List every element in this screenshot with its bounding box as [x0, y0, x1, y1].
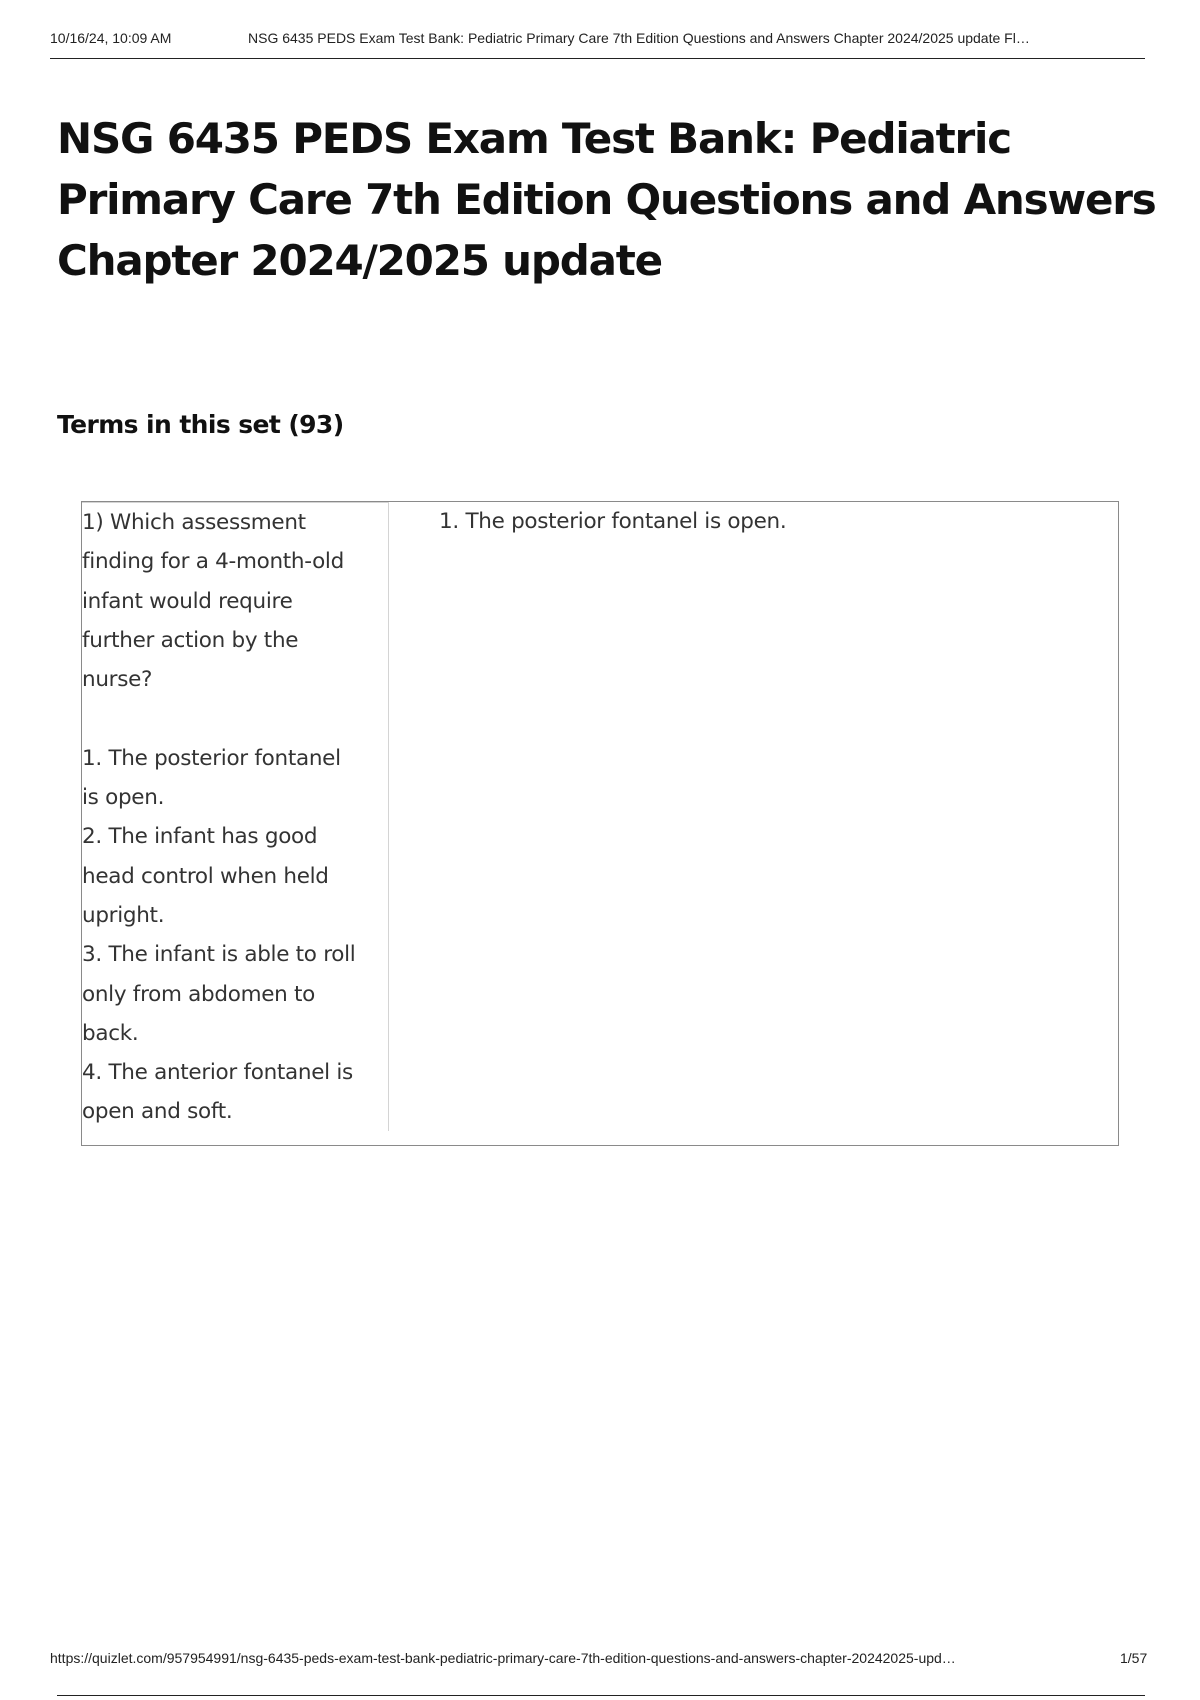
- flashcard-term: 1) Which assessment finding for a 4-month-old infant would require further action by the nurse? 1. The posterior fontanel is open. 2. The infant has good head control when held upright. 3. The infant is able to roll only from abdomen to back. 4. The anterior fontanel is open and soft.: [82, 502, 389, 1131]
- terms-count-heading: Terms in this set (93): [57, 410, 344, 439]
- flashcard-definition: 1. The posterior fontanel is open.: [439, 509, 787, 534]
- print-document-title: NSG 6435 PEDS Exam Test Bank: Pediatric Primary Care 7th Edition Questions and Answers Chapter 2024/2025 update Fl…: [248, 30, 1030, 46]
- flashcard: [81, 501, 1119, 1146]
- print-header: [50, 30, 1145, 59]
- print-url: https://quizlet.com/957954991/nsg-6435-peds-exam-test-bank-pediatric-primary-care-7th-edition-questions-and-answers-chapter-20242025-upd…: [50, 1650, 956, 1666]
- print-timestamp: 10/16/24, 10:09 AM: [50, 30, 172, 46]
- page-number: 1/57: [1120, 1650, 1148, 1666]
- print-footer: [50, 1650, 1150, 1698]
- set-title: NSG 6435 PEDS Exam Test Bank: Pediatric Primary Care 7th Edition Questions and Answers Chapter 2024/2025 update: [57, 114, 1156, 285]
- footer-divider: [57, 1695, 1145, 1696]
